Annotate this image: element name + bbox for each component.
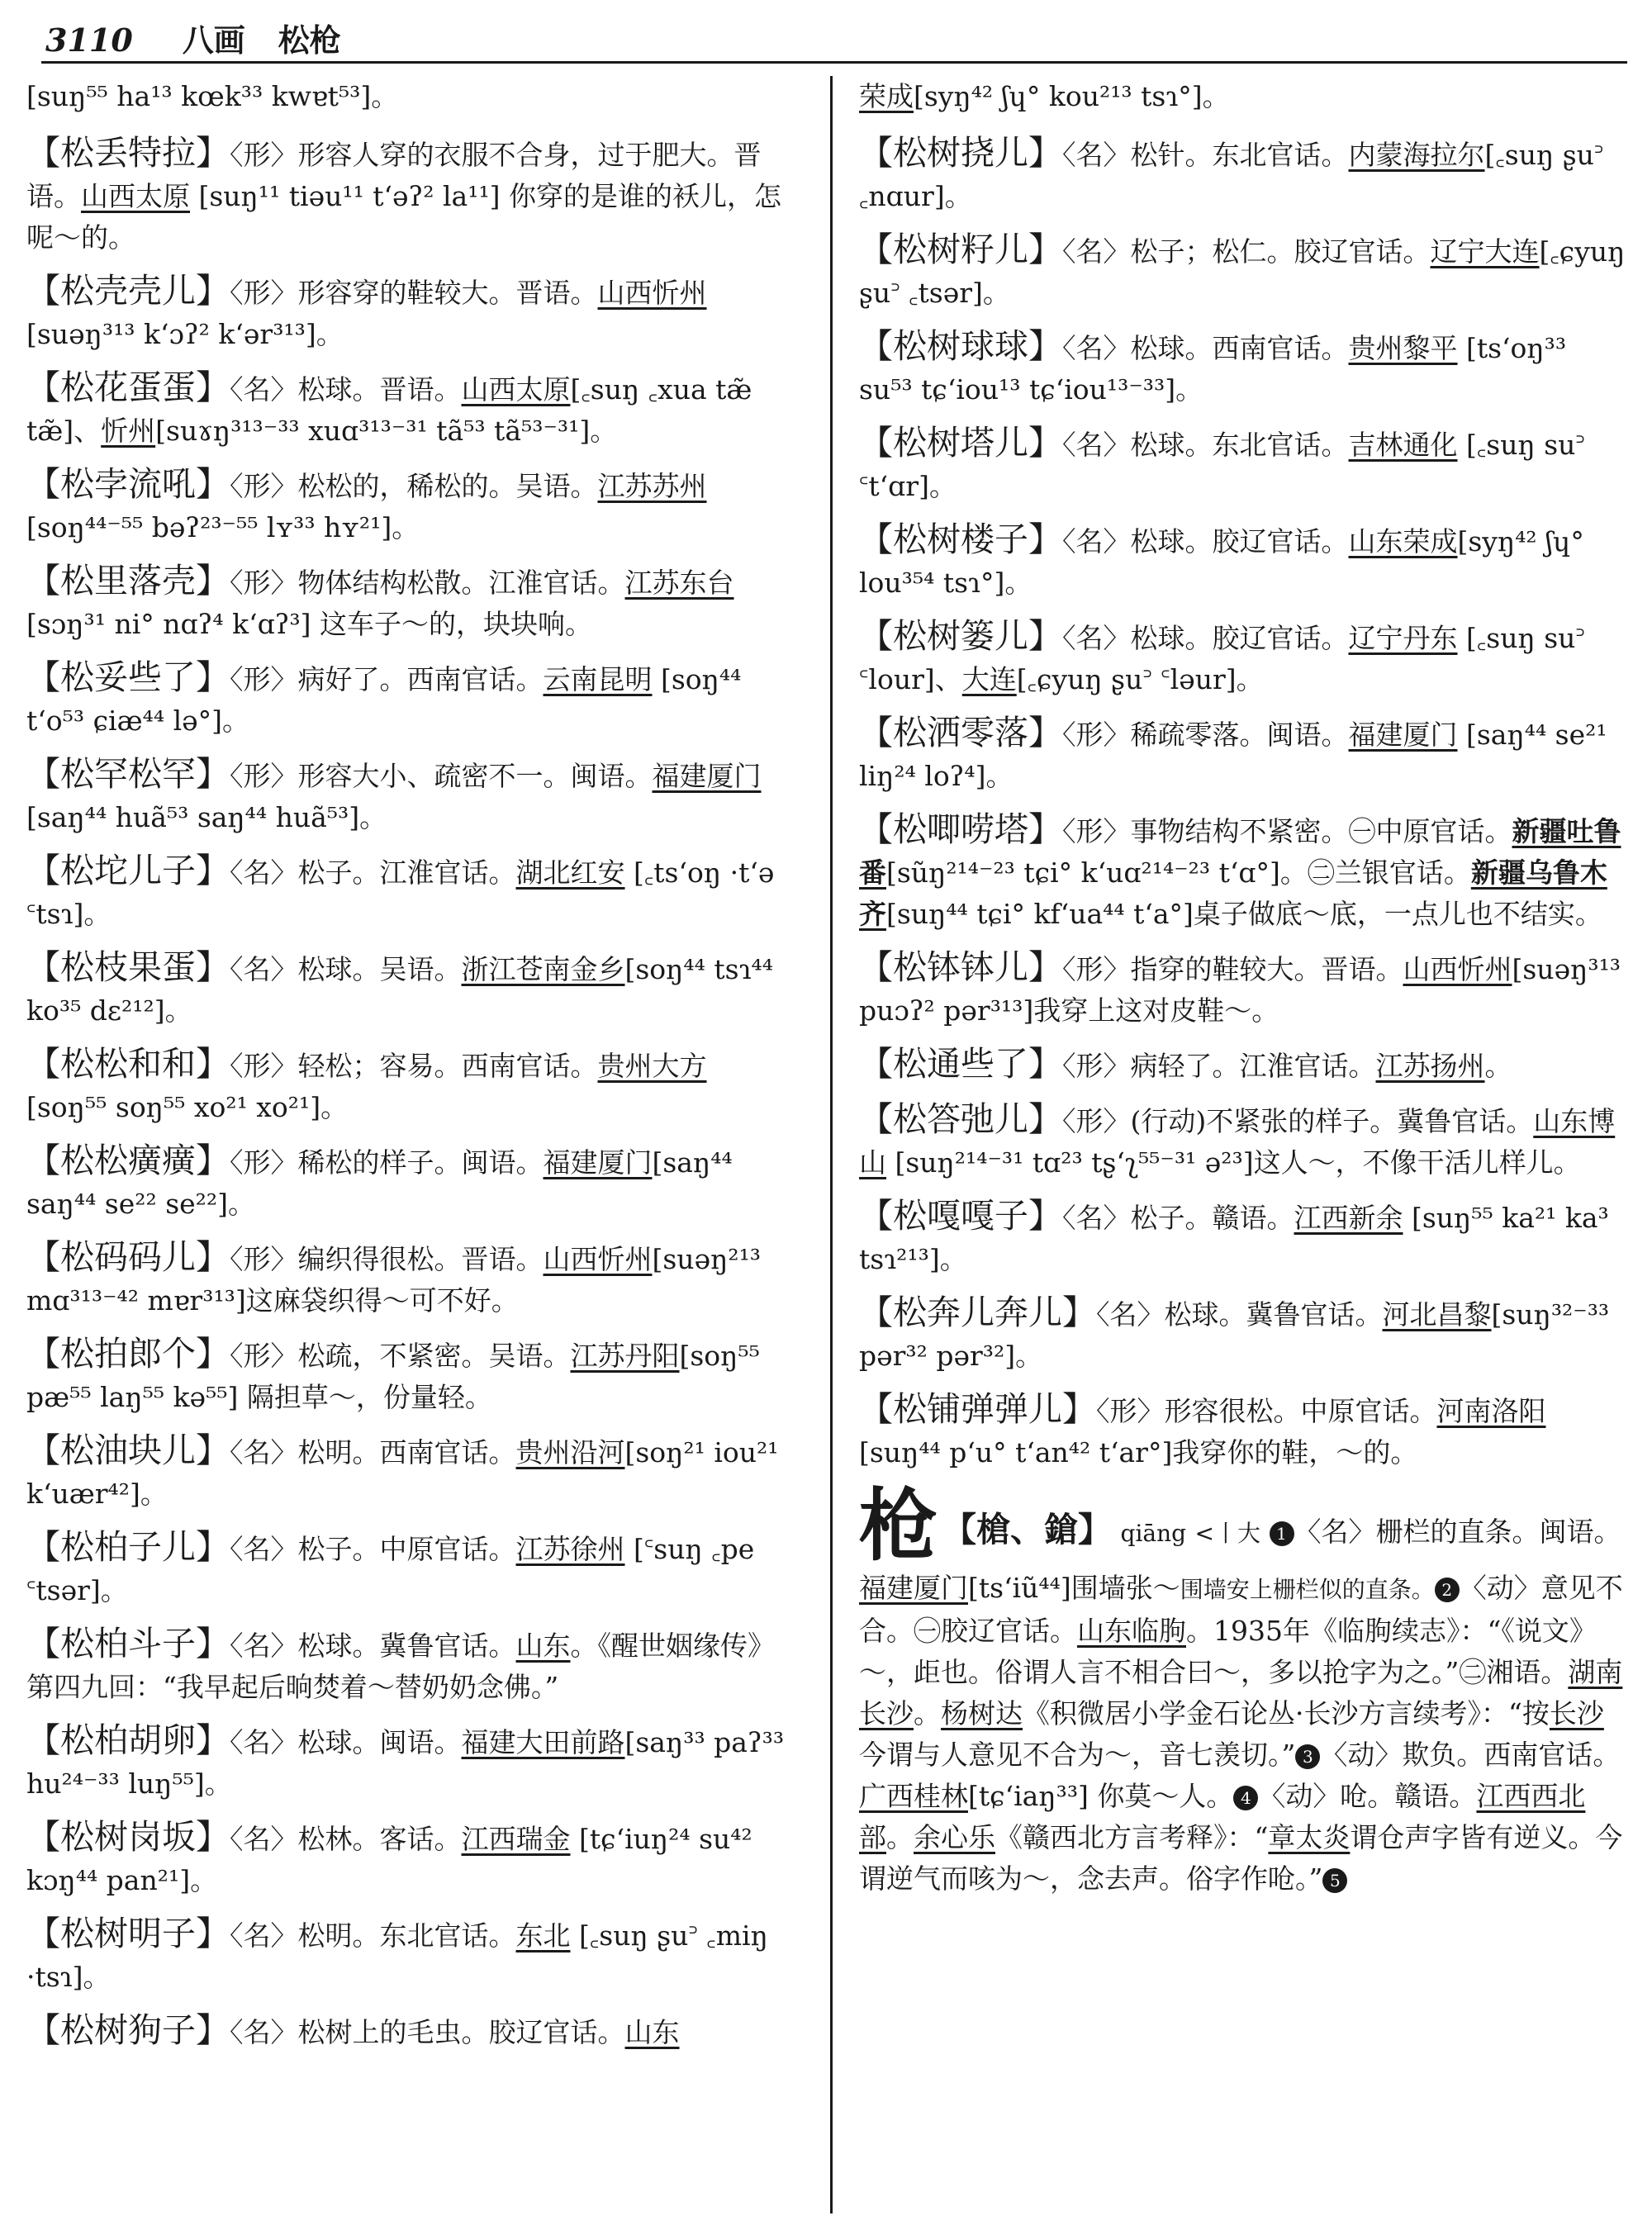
headword: 【松洒零落】 <box>859 713 1062 752</box>
location: 福建大田前路 <box>461 1726 625 1758</box>
sense-number: 4 <box>1233 1786 1258 1810</box>
entry: 【松拍郎个】〈形〉松疏，不紧密。吴语。江苏丹阳[soŋ⁵⁵ pæ⁵⁵ laŋ⁵⁵ kə⁵⁵] 隔担草～，份量轻。 <box>26 1334 760 1413</box>
location: 贵州大方 <box>597 1050 707 1082</box>
headword: 【松树岗坂】 <box>26 1817 230 1857</box>
sense-number: 1 <box>1270 1521 1294 1546</box>
location: 山东 <box>624 2016 680 2048</box>
entry: 【松码码儿】〈形〉编织得很松。晋语。山西忻州[suəŋ²¹³ mɑ³¹³⁻⁴² mɐr³¹³]这麻袋织得～可不好。 <box>26 1237 762 1317</box>
location: 山西太原 <box>81 180 190 212</box>
variant-forms: 【槍、鎗】 <box>942 1510 1113 1549</box>
entry: 【松树狗子】〈名〉松树上的毛虫。胶辽官话。山东 <box>26 2010 680 2050</box>
entry: 【松罕松罕】〈形〉形容大小、疏密不一。闽语。福建厦门 [saŋ⁴⁴ huã⁵³ saŋ⁴⁴ huã⁵³]。 <box>26 754 762 833</box>
location: 大连 <box>961 663 1017 695</box>
headword: 【松唧唠塔】 <box>859 809 1062 849</box>
headword: 【松树楼子】 <box>859 520 1062 559</box>
headword: 【松妥些了】 <box>26 657 230 697</box>
headword: 【松树明子】 <box>26 1914 230 1953</box>
entry: 【松答弛儿】〈形〉(行动)不紧张的样子。冀鲁官话。山东博山 [suŋ²¹⁴⁻³¹ tɑ²³ tʂ‘ʅ⁵⁵⁻³¹ ə²³]这人～，不像干活儿样儿。 <box>859 1099 1616 1179</box>
headword: 【松坨儿子】 <box>26 851 230 890</box>
head-character: 枪 <box>859 1480 938 1572</box>
column-divider <box>830 76 833 2213</box>
location: 江西瑞金 <box>461 1823 571 1855</box>
location: 福建厦门 <box>543 1146 653 1179</box>
entry: 【松奔儿奔儿】〈名〉松球。冀鲁官话。河北昌黎[suŋ³²⁻³³ pər³² pər³²]。 <box>859 1293 1610 1372</box>
headword: 【松孛流吼】 <box>26 464 230 504</box>
continued-entry: [suŋ⁵⁵ ha¹³ kœk³³ kwɐt⁵³]。 <box>26 80 399 112</box>
location: 福建厦门 <box>859 1572 968 1604</box>
location: 辽宁大连 <box>1430 235 1540 268</box>
headword: 【松松癀癀】 <box>26 1141 230 1180</box>
entry: 【松钵钵儿】〈形〉指穿的鞋较大。晋语。山西忻州[suəŋ³¹³ puɔʔ² pər³¹³]我穿上这对皮鞋～。 <box>859 947 1621 1027</box>
entry: 【松里落壳】〈形〉物体结构松散。江淮官话。江苏东台 [sɔŋ³¹ ni° nɑʔ⁴ k‘ɑʔ³] 这车子～的，块块响。 <box>26 561 734 640</box>
headword: 【松通些了】 <box>859 1044 1062 1084</box>
sense-number: 5 <box>1322 1868 1347 1893</box>
location: 辽宁丹东 <box>1348 622 1458 654</box>
entry: 【松树球球】〈名〉松球。西南官话。贵州黎平 [ts‘oŋ³³ su⁵³ tɕ‘iou¹³ tɕ‘iou¹³⁻³³]。 <box>859 326 1567 406</box>
location: 江苏徐州 <box>515 1533 625 1565</box>
location: 山东临朐 <box>1077 1615 1186 1647</box>
headword: 【松树篓儿】 <box>859 616 1062 656</box>
location: 湖南长沙 <box>859 1656 1623 1729</box>
location: 内蒙海拉尔 <box>1348 139 1485 171</box>
headword: 【松拍郎个】 <box>26 1334 230 1374</box>
header-rule <box>41 61 1627 64</box>
entry: 【松枝果蛋】〈名〉松球。吴语。浙江苍南金乡[soŋ⁴⁴ tsɿ⁴⁴ ko³⁵ dɛ²¹²]。 <box>26 947 773 1027</box>
entry: 【松柏胡卵】〈名〉松球。闽语。福建大田前路[saŋ³³ paʔ³³ hu²⁴⁻³³ luŋ⁵⁵]。 <box>26 1720 785 1800</box>
location: 福建厦门 <box>652 760 762 792</box>
entry: 【松嘎嘎子】〈名〉松子。赣语。江西新余 [suŋ⁵⁵ ka²¹ ka³ tsɿ²¹³]。 <box>859 1196 1609 1275</box>
entry: 【松柏子儿】〈名〉松子。中原官话。江苏徐州 [꜂suŋ ꜀pe ꜂tsər]。 <box>26 1527 755 1606</box>
entry: 【松松和和】〈形〉轻松；容易。西南官话。贵州大方 [soŋ⁵⁵ soŋ⁵⁵ xo²¹ xo²¹]。 <box>26 1044 707 1123</box>
location: 忻州 <box>101 415 156 447</box>
location: 江西西北部 <box>859 1780 1586 1853</box>
location: 云南昆明 <box>543 663 653 695</box>
headword: 【松松和和】 <box>26 1044 230 1084</box>
entry: 【松通些了】〈形〉病轻了。江淮官话。江苏扬州。 <box>859 1044 1512 1084</box>
location: 吉林通化 <box>1348 429 1458 461</box>
headword: 【松树塔儿】 <box>859 423 1062 463</box>
location: 新疆吐鲁番 <box>859 815 1621 889</box>
entry: 【松油块儿】〈名〉松明。西南官话。贵州沿河[soŋ²¹ iou²¹ k‘uær⁴²]。 <box>26 1431 779 1510</box>
entry: 【松树楼子】〈名〉松球。胶辽官话。山东荣成[syŋ⁴² ʃɥ° lou³⁵⁴ tsɿ°]。 <box>859 520 1584 599</box>
entry: 【松松癀癀】〈形〉稀松的样子。闽语。福建厦门[saŋ⁴⁴ saŋ⁴⁴ se²² se²²]。 <box>26 1141 733 1220</box>
entry: 【松铺弹弹儿】〈形〉形容很松。中原官话。河南洛阳[suŋ⁴⁴ p‘u° t‘an⁴² t‘ar°]我穿你的鞋，～的。 <box>859 1389 1546 1468</box>
location: 江苏丹阳 <box>570 1340 680 1372</box>
head-entry-qiang: 枪 【槍、鎗】 qiāng <丨大 1 〈名〉栅栏的直条。闽语。福建厦门[ts‘iũ⁴⁴]围墙张～围墙安上栅栏似的直条。 2 〈动〉意见不合。㊀胶辽官话。山东临朐。1935年《临朐续志》：“《说文》～，歫也。俗谓人言不相合曰～，多以抢字为之。”㊁湘语。湖南长沙。杨树达《积微居小学金石论丛·长沙方言续考》：“按长沙今谓与人意见不合为～，音七羡切。” 3 〈动〉欺负。西南官话。广西桂林[tɕ‘iaŋ³³] 你莫～人。 4 〈动〉呛。赣语。江西西北部。余心乐《赣西北方言考释》：“章太炎谓仓声字皆有逆义。今谓逆气而咳为～，念去声。俗字作呛。” 5 <box>859 1480 1623 1895</box>
headword: 【松枝果蛋】 <box>26 947 230 987</box>
location: 湖北红安 <box>515 856 625 889</box>
headword: 【松码码儿】 <box>26 1237 230 1277</box>
location: 东北 <box>515 1919 571 1952</box>
headword: 【松花蛋蛋】 <box>26 368 230 407</box>
entry: 【松丢特拉】〈形〉形容人穿的衣服不合身，过于肥大。晋语。山西太原 [suŋ¹¹ tiəu¹¹ t‘əʔ² la¹¹] 你穿的是谁的袄儿，怎呢～的。 <box>26 133 782 254</box>
right-column <box>859 76 1627 1911</box>
entry: 【松柏斗子】〈名〉松球。冀鲁官话。山东。《醒世姻缘传》第四九回：“我早起后晌焚着～替奶奶念佛。” <box>26 1624 775 1703</box>
location: 江苏扬州 <box>1375 1050 1485 1082</box>
location: 浙江苍南金乡 <box>461 953 625 985</box>
entry: 【松妥些了】〈形〉病好了。西南官话。云南昆明 [soŋ⁴⁴ t‘o⁵³ ɕiæ⁴⁴ lə°]。 <box>26 657 742 737</box>
entry: 【松树籽儿】〈名〉松子；松仁。胶辽官话。辽宁大连[꜀ɕyuŋ ʂu꜄ ꜀tsər]。 <box>859 230 1626 309</box>
headword: 【松答弛儿】 <box>859 1099 1062 1139</box>
headword: 【松丢特拉】 <box>26 133 230 173</box>
sense-number: 3 <box>1295 1744 1320 1769</box>
header-title: 松枪 <box>278 21 341 59</box>
continued-entry: 荣成[syŋ⁴² ʃɥ° kou²¹³ tsɿ°]。 <box>859 80 1230 112</box>
entry: 【松洒零落】〈形〉稀疏零落。闽语。福建厦门 [saŋ⁴⁴ se²¹ liŋ²⁴ loʔ⁴]。 <box>859 713 1607 792</box>
headword: 【松柏子儿】 <box>26 1527 230 1567</box>
location: 山西忻州 <box>597 277 707 309</box>
author-name: 余心乐 <box>914 1821 995 1853</box>
author-name: 章太炎 <box>1268 1821 1351 1853</box>
page-number: 3110 <box>45 21 133 59</box>
entry: 【松树篓儿】〈名〉松球。胶辽官话。辽宁丹东 [꜀suŋ su꜄ ꜂lour]、大连[꜀ɕyuŋ ʂu꜄ ꜂ləur]。 <box>859 616 1585 695</box>
entry: 【松树塔儿】〈名〉松球。东北官话。吉林通化 [꜀suŋ su꜄ ꜂t‘ɑr]。 <box>859 423 1585 502</box>
location: 江苏东台 <box>624 567 734 599</box>
location: 福建厦门 <box>1348 719 1458 751</box>
location: 山东博山 <box>859 1105 1616 1179</box>
location: 山东 <box>515 1630 571 1662</box>
entry: 【松树挠儿】〈名〉松针。东北官话。内蒙海拉尔[꜀suŋ ʂu꜄ ꜀nɑur]。 <box>859 133 1604 212</box>
headword: 【松铺弹弹儿】 <box>859 1389 1096 1429</box>
location: 贵州黎平 <box>1348 332 1458 364</box>
left-column <box>26 76 790 2065</box>
location: 广西桂林 <box>859 1780 968 1812</box>
headword: 【松柏胡卵】 <box>26 1720 230 1760</box>
location: 山西忻州 <box>1403 953 1512 985</box>
author-name: 杨树达 <box>941 1697 1023 1729</box>
headword: 【松树球球】 <box>859 326 1062 366</box>
entry: 【松孛流吼】〈形〉松松的，稀松的。吴语。江苏苏州[soŋ⁴⁴⁻⁵⁵ bəʔ²³⁻⁵⁵ lʏ³³ hʏ²¹]。 <box>26 464 707 543</box>
entry: 【松花蛋蛋】〈名〉松球。晋语。山西太原[꜀suŋ ꜀xua tæ̃ tæ̃]、忻州[suɤŋ³¹³⁻³³ xuɑ³¹³⁻³¹ tã⁵³ tã⁵³⁻³¹]。 <box>26 368 752 447</box>
location: 江苏苏州 <box>597 470 707 502</box>
entry: 【松唧唠塔】〈形〉事物结构不紧密。㊀中原官话。新疆吐鲁番[sũŋ²¹⁴⁻²³ tɕi° k‘uɑ²¹⁴⁻²³ t‘ɑ°]。㊁兰银官话。新疆乌鲁木齐[suŋ⁴⁴ tɕi° kf‘ua⁴⁴ t‘a°]桌子做底～底，一点儿也不结实。 <box>859 809 1621 930</box>
location: 山西太原 <box>461 373 571 406</box>
location: 新疆乌鲁木齐 <box>859 856 1607 930</box>
headword: 【松奔儿奔儿】 <box>859 1293 1096 1332</box>
location: 荣成 <box>859 80 914 112</box>
header-section: 八画 <box>182 21 245 59</box>
entry: 【松坨儿子】〈名〉松子。江淮官话。湖北红安 [꜀ts‘oŋ ·t‘ə ꜂tsɿ]。 <box>26 851 775 930</box>
headword: 【松柏斗子】 <box>26 1624 230 1663</box>
headword: 【松树狗子】 <box>26 2010 230 2050</box>
location: 长沙 <box>1549 1697 1604 1729</box>
entry: 【松树明子】〈名〉松明。东北官话。东北 [꜀suŋ ʂu꜄ ꜀miŋ ·tsɿ]。 <box>26 1914 768 1993</box>
headword: 【松树籽儿】 <box>859 230 1062 269</box>
headword: 【松钵钵儿】 <box>859 947 1062 987</box>
location: 河北昌黎 <box>1382 1298 1492 1331</box>
headword: 【松嘎嘎子】 <box>859 1196 1062 1236</box>
headword: 【松罕松罕】 <box>26 754 230 794</box>
headword: 【松里落壳】 <box>26 561 230 600</box>
location: 山西忻州 <box>543 1243 653 1275</box>
location: 河南洛阳 <box>1436 1395 1546 1427</box>
headword: 【松壳壳儿】 <box>26 271 230 311</box>
entry: 【松壳壳儿】〈形〉形容穿的鞋较大。晋语。山西忻州[suəŋ³¹³ k‘ɔʔ² k‘ər³¹³]。 <box>26 271 707 350</box>
zhuyin: <丨大 <box>1194 1520 1261 1547</box>
entry: 【松树岗坂】〈名〉松林。客话。江西瑞金 [tɕ‘iuŋ²⁴ su⁴² kɔŋ⁴⁴ pan²¹]。 <box>26 1817 752 1896</box>
pinyin: qiāng <box>1120 1520 1187 1547</box>
headword: 【松树挠儿】 <box>859 133 1062 173</box>
location: 山东荣成 <box>1348 525 1458 558</box>
headword: 【松油块儿】 <box>26 1431 230 1470</box>
page-header <box>45 15 341 59</box>
location: 贵州沿河 <box>515 1436 625 1468</box>
location: 江西新余 <box>1294 1202 1403 1234</box>
sense-number: 2 <box>1435 1578 1460 1602</box>
